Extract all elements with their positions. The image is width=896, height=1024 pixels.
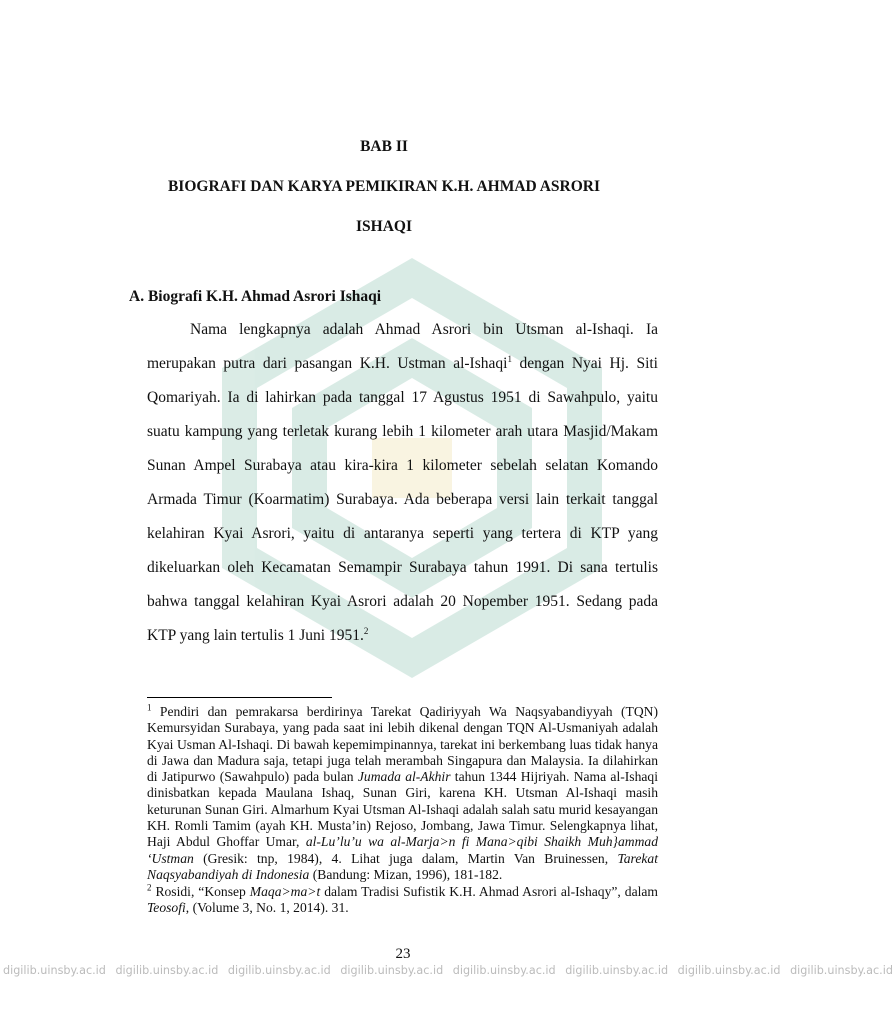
footnote-1 xyxy=(147,704,658,883)
footer-link[interactable]: digilib.uinsby.ac.id xyxy=(115,964,219,977)
footer-link[interactable]: digilib.uinsby.ac.id xyxy=(340,964,444,977)
footer-link[interactable]: digilib.uinsby.ac.id xyxy=(677,964,781,977)
footnote-2-number: 2 xyxy=(147,882,152,893)
footnote-1-text-2: tahun 1344 Hijriyah. Nama al-Ishaqi dinisbatkan kepada Maulana Ishaq, Sunan Giri, karena KH. Utsman Al-Ishaqi masih keturunan Sunan Giri. Almarhum Kyai Utsman Al-Ishaqi adalah salah satu murid kesayangan KH. Romli Tamim (ayah KH. Musta’in) Rejoso, Jombang, Jawa Timur. Selengkapnya lihat, Haji Abdul Ghoffar Umar, xyxy=(147,769,658,850)
chapter-title-line-1: BIOGRAFI DAN KARYA PEMIKIRAN K.H. AHMAD ASRORI xyxy=(167,178,601,195)
footnote-1-text-3: (Gresik: tnp, 1984), 4. Lihat juga dalam, Martin Van Bruinessen, xyxy=(193,850,618,866)
footer-link[interactable]: digilib.uinsby.ac.id xyxy=(565,964,669,977)
footnote-2-text-3: , (Volume 3, No. 1, 2014). 31. xyxy=(185,900,349,916)
footnote-2 xyxy=(147,884,658,917)
footer-link[interactable]: digilib.uinsby.ac.id xyxy=(227,964,331,977)
section-heading: A. Biografi K.H. Ahmad Asrori Ishaqi xyxy=(129,288,382,305)
footnote-2-italic-journal: Teosofi xyxy=(147,900,186,916)
body-text-part-1: Nama lengkapnya adalah Ahmad Asrori bin Utsman al-Ishaqi. Ia merupakan putra dari pasangan K.H. Ustman al-Ishaqi xyxy=(147,321,658,372)
footer-link[interactable]: digilib.uinsby.ac.id xyxy=(790,964,893,977)
footer-link[interactable]: digilib.uinsby.ac.id xyxy=(3,964,106,977)
footnote-1-text-4: (Bandung: Mizan, 1996), 181-182. xyxy=(309,866,503,882)
footnote-2-text-2: dalam Tradisi Sufistik K.H. Ahmad Asrori al-Ishaqy”, dalam xyxy=(320,884,658,899)
footnote-1-text: Pendiri dan pemrakarsa berdirinya Tarekat Qadiriyyah Wa Naqsyabandiyyah (TQN) Kemursyidan Surabaya, yang pada saat ini lebih dikenal dengan TQN Al-Usmaniyah adalah Kyai Usman Al-Ishaqi. Di bawah kepemimpinannya, tarekat ini berkembang luas tidak hanya di Jawa dan Madura saja, tetapi juga telah merambah Singapura dan Malaysia. Ia dilahirkan di Jatipurwo (Sawahpulo) pada bulan xyxy=(147,704,658,785)
footnote-2-text: Rosidi, “Konsep xyxy=(151,884,250,899)
footnote-ref-2[interactable]: 2 xyxy=(363,625,369,636)
footnote-1-italic-title: al-Lu’lu’u wa al-Marja>n fi Mana>qibi Shaikh Muh}ammad ‘Ustman xyxy=(147,834,658,866)
footnote-2-italic-term: Maqa>ma>t xyxy=(249,884,321,899)
body-paragraph xyxy=(147,313,658,653)
page-number: 23 xyxy=(395,946,411,962)
digilib-footer xyxy=(0,964,893,977)
footnote-1-number: 1 xyxy=(147,702,152,713)
chapter-label: BAB II xyxy=(360,138,408,155)
body-text-part-2: dengan Nyai Hj. Siti Qomariyah. Ia di lahirkan pada tanggal 17 Agustus 1951 di Sawahpulo, yaitu suatu kampung yang terletak kurang lebih 1 kilometer arah utara Masjid/Makam Sunan Ampel Surabaya atau kira-kira 1 kilometer sebelah selatan Komando Armada Timur (Koarmatim) Surabaya. Ada beberapa versi lain terkait tanggal kelahiran Kyai Asrori, yaitu di antaranya seperti yang tertera di KTP yang dikeluarkan oleh Kecamatan Semampir Surabaya tahun 1991. Di sana tertulis bahwa tanggal kelahiran Kyai Asrori adalah 20 Nopember 1951. Sedang pada KTP yang lain tertulis 1 Juni 1951. xyxy=(147,355,658,644)
footnote-1-italic-book: Tarekat Naqsyabandiyah di Indonesia xyxy=(147,850,658,882)
chapter-title-line-2: ISHAQI xyxy=(356,218,412,235)
footnote-1-italic-month: Jumada al-Akhir xyxy=(357,769,451,785)
footnote-ref-1[interactable]: 1 xyxy=(507,353,512,364)
footer-link[interactable]: digilib.uinsby.ac.id xyxy=(452,964,556,977)
footnote-separator xyxy=(147,697,332,698)
